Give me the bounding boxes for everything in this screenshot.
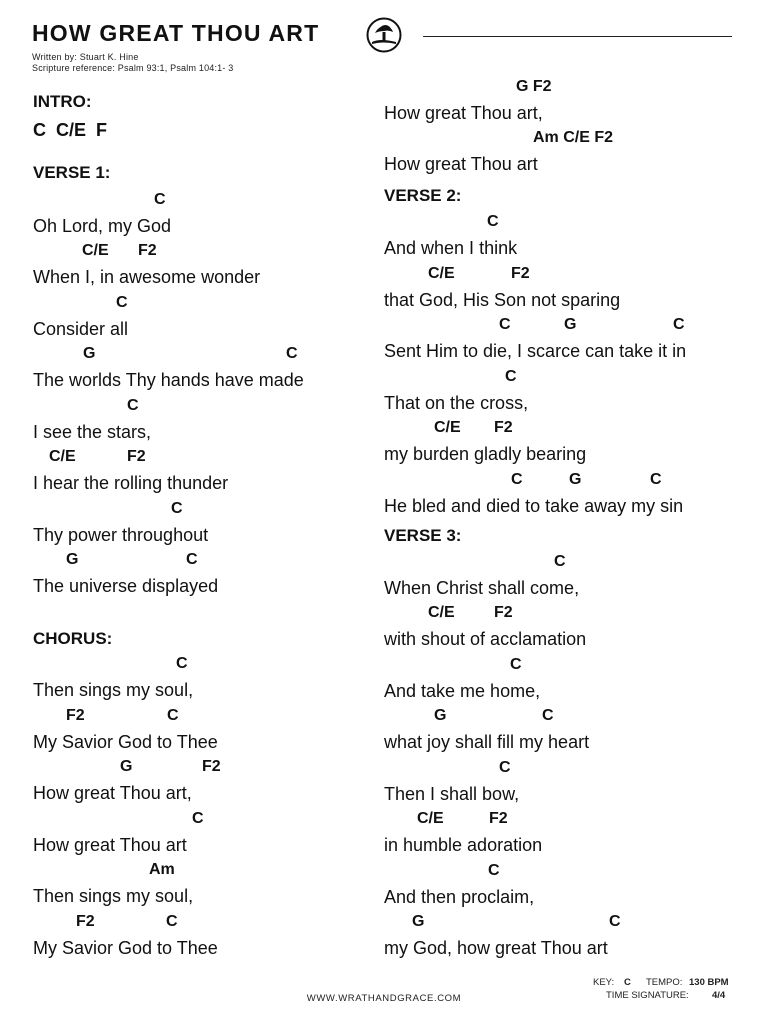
chord: C (609, 913, 621, 930)
chord: C (488, 862, 500, 879)
chord: C/E (417, 810, 444, 827)
verse1-line (33, 396, 378, 448)
lyric: Consider all (33, 319, 129, 339)
chorus-line (33, 809, 378, 861)
chorus-line (33, 860, 378, 912)
chord: C (286, 345, 298, 362)
chord: C (192, 810, 204, 827)
chord: C (176, 655, 188, 672)
chord: C (167, 707, 179, 724)
website-link[interactable]: WWW.WRATHANDGRACE.COM (306, 993, 462, 1004)
chorus-heading: CHORUS: (33, 629, 113, 648)
chord: C/E (434, 419, 461, 436)
chord: G (564, 316, 577, 333)
lyric: in humble adoration (384, 835, 543, 855)
lyric: Then I shall bow, (384, 784, 520, 804)
chord: C (554, 553, 566, 570)
written-by: Written by: Stuart K. Hine (32, 52, 139, 62)
lyric: Then sings my soul, (33, 680, 194, 700)
chord: C (127, 397, 139, 414)
tree-on-hill-logo-icon (366, 17, 402, 53)
verse3-line (384, 912, 729, 964)
tempo-label: TEMPO: (646, 977, 683, 988)
chord: F2 (494, 604, 513, 621)
lyric: My Savior God to Thee (33, 938, 218, 958)
verse3-line (384, 655, 729, 707)
chorus-line (33, 654, 378, 706)
chord: G F2 (516, 78, 552, 95)
chord: C (542, 707, 554, 724)
chord: F2 (494, 419, 513, 436)
chord: C/E (49, 448, 76, 465)
chord: C/E (428, 604, 455, 621)
chord: F2 (489, 810, 508, 827)
lyric: My Savior God to Thee (33, 732, 218, 752)
chord: C/E (82, 242, 109, 259)
chord: C (499, 316, 511, 333)
chord: C (487, 213, 499, 230)
chord: C (650, 471, 662, 488)
chord: C (154, 191, 166, 208)
verse1-line (33, 550, 378, 602)
chorus-line (33, 912, 378, 964)
chorus-line (33, 706, 378, 758)
lyric: How great Thou art (384, 154, 538, 174)
chord: C (511, 471, 523, 488)
chord: F2 (138, 242, 157, 259)
verse3-line (384, 861, 729, 913)
chord: F2 (127, 448, 146, 465)
verse1-line (33, 190, 378, 242)
verse1-line (33, 447, 378, 499)
chord: G (434, 707, 447, 724)
lyric: When Christ shall come, (384, 578, 580, 598)
chord: C (166, 913, 178, 930)
chord: C/E (428, 265, 455, 282)
chord: G (66, 551, 79, 568)
chord: F2 (66, 707, 85, 724)
lyric: Then sings my soul, (33, 886, 194, 906)
key-value: C (624, 977, 631, 988)
lyric: that God, His Son not sparing (384, 290, 621, 310)
lyric: How great Thou art, (384, 103, 543, 123)
chorus-line (33, 757, 378, 809)
lyric: How great Thou art (33, 835, 187, 855)
lyric: That on the cross, (384, 393, 529, 413)
chord: C (186, 551, 198, 568)
lyric: I hear the rolling thunder (33, 473, 229, 493)
verse1-line (33, 293, 378, 345)
lyric: And take me home, (384, 681, 541, 701)
chord: F2 (202, 758, 221, 775)
lyric: my burden gladly bearing (384, 444, 587, 464)
lyric: what joy shall fill my heart (384, 732, 590, 752)
verse2-line (384, 418, 729, 470)
chord: C (116, 294, 128, 311)
verse2-heading: VERSE 2: (384, 186, 462, 205)
chord: C (505, 368, 517, 385)
verse2-line (384, 470, 729, 522)
lyric: And then proclaim, (384, 887, 535, 907)
lyric: with shout of acclamation (384, 629, 587, 649)
intro-chords: C C/E F (33, 120, 108, 140)
scripture-reference: Scripture reference: Psalm 93:1, Psalm 104:1- 3 (32, 63, 234, 73)
lyric: my God, how great Thou art (384, 938, 608, 958)
chord: F2 (511, 265, 530, 282)
lyric: Sent Him to die, I scarce can take it in (384, 341, 687, 361)
chord: G (83, 345, 96, 362)
verse1-line (33, 499, 378, 551)
intro-heading: INTRO: (33, 92, 92, 111)
time-signature-label: TIME SIGNATURE: (606, 990, 689, 1001)
lyric: The universe displayed (33, 576, 219, 596)
header-rule (423, 36, 732, 37)
verse3-line (384, 706, 729, 758)
chord: G (412, 913, 425, 930)
lyric: I see the stars, (33, 422, 152, 442)
time-signature-value: 4/4 (712, 990, 726, 1001)
chord: C (673, 316, 685, 333)
lyric: Oh Lord, my God (33, 216, 172, 236)
lyric: The worlds Thy hands have made (33, 370, 304, 390)
chord: G (120, 758, 133, 775)
verse2-line (384, 212, 729, 264)
lyric: Thy power throughout (33, 525, 209, 545)
chord: C (499, 759, 511, 776)
key-label: KEY: (593, 977, 615, 988)
chorus-line (384, 128, 729, 180)
lyric: And when I think (384, 238, 518, 258)
chord: G (569, 471, 582, 488)
verse2-line (384, 367, 729, 419)
verse3-line (384, 758, 729, 810)
lyric: How great Thou art, (33, 783, 192, 803)
chord: C (171, 500, 183, 517)
verse3-line (384, 552, 729, 604)
song-title: HOW GREAT THOU ART (32, 20, 320, 46)
verse2-line (384, 264, 729, 316)
verse1-line (33, 344, 378, 396)
chord: F2 (76, 913, 95, 930)
chord: Am (149, 861, 175, 878)
lyric: When I, in awesome wonder (33, 267, 261, 287)
verse1-line (33, 241, 378, 293)
lyric: He bled and died to take away my sin (384, 496, 684, 516)
verse1-heading: VERSE 1: (33, 163, 111, 182)
verse2-line (384, 315, 729, 367)
chord: Am C/E F2 (533, 129, 614, 146)
verse3-line (384, 809, 729, 861)
chorus-line (384, 77, 729, 129)
verse3-heading: VERSE 3: (384, 526, 462, 545)
verse3-line (384, 603, 729, 655)
chord: C (510, 656, 522, 673)
tempo-value: 130 BPM (689, 977, 729, 988)
